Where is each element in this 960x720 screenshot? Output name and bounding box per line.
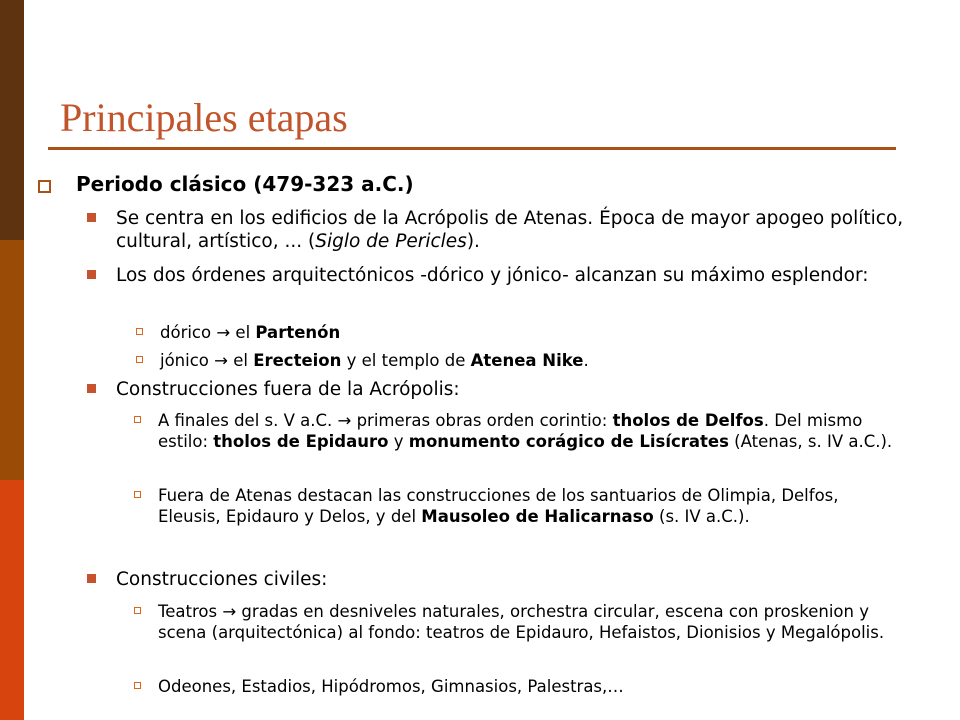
p1-text-a: Se centra en los edificios de la Acrópolis de Atenas. Época de mayor apogeo político, cultural, artístico, ... (: [116, 208, 904, 252]
slide-title: Principales etapas: [60, 95, 348, 140]
p2-text: Los dos órdenes arquitectónicos -dórico y jónico- alcanzan su máximo esplendor:: [116, 265, 869, 286]
square-bullet-icon: [87, 270, 96, 279]
small-hollow-square-bullet-icon: [136, 356, 143, 363]
subbullet-theatres: Teatros → gradas en desniveles naturales, orchestra circular, escena con proskenion y scena (arquitectónica) al fondo: teatros de Epidauro, Hefaistos, Dionisios y Megalópolis.: [158, 601, 898, 643]
section-heading-text: Periodo clásico (479-323 a.C.): [76, 172, 414, 196]
p1-text-b: ).: [466, 231, 480, 252]
bullet-civil: [116, 568, 906, 591]
bullet-outside-acropolis: [116, 378, 906, 401]
bullet-acropolis: [116, 207, 906, 253]
partenon-text: Partenón: [255, 323, 341, 342]
p1-italic: Siglo de Pericles: [315, 231, 467, 252]
small-hollow-square-bullet-icon: [134, 491, 141, 498]
small-hollow-square-bullet-icon: [136, 328, 143, 335]
hollow-square-bullet-icon: [38, 180, 51, 193]
bullet-orders: [116, 264, 906, 287]
square-bullet-icon: [87, 574, 96, 583]
p4-text: Construcciones civiles:: [116, 569, 328, 590]
subbullet-sanctuaries: Fuera de Atenas destacan las construcciones de los santuarios de Olimpia, Delfos, Eleusis, Epidauro y Delos, y del Mausoleo de Halicarnaso (s. IV a.C.).: [158, 485, 898, 527]
p3-text: Construcciones fuera de la Acrópolis:: [116, 379, 460, 400]
square-bullet-icon: [87, 213, 96, 222]
subbullet-other-buildings: Odeones, Estadios, Hipódromos, Gimnasios, Palestras,…: [158, 676, 898, 697]
subbullet-ionic: jónico → el Erecteion y el templo de Atenea Nike.: [160, 350, 900, 371]
section-heading: [76, 172, 916, 196]
square-bullet-icon: [87, 384, 96, 393]
subbullet-corinthian: A finales del s. V a.C. → primeras obras orden corintio: tholos de Delfos. Del mismo estilo: tholos de Epidauro y monumento corágico de Lisícrates (Atenas, s. IV a.C.).: [158, 410, 898, 452]
small-hollow-square-bullet-icon: [134, 607, 141, 614]
small-hollow-square-bullet-icon: [134, 416, 141, 423]
subbullet-doric: dórico → el Partenón: [160, 322, 900, 343]
small-hollow-square-bullet-icon: [134, 682, 141, 689]
